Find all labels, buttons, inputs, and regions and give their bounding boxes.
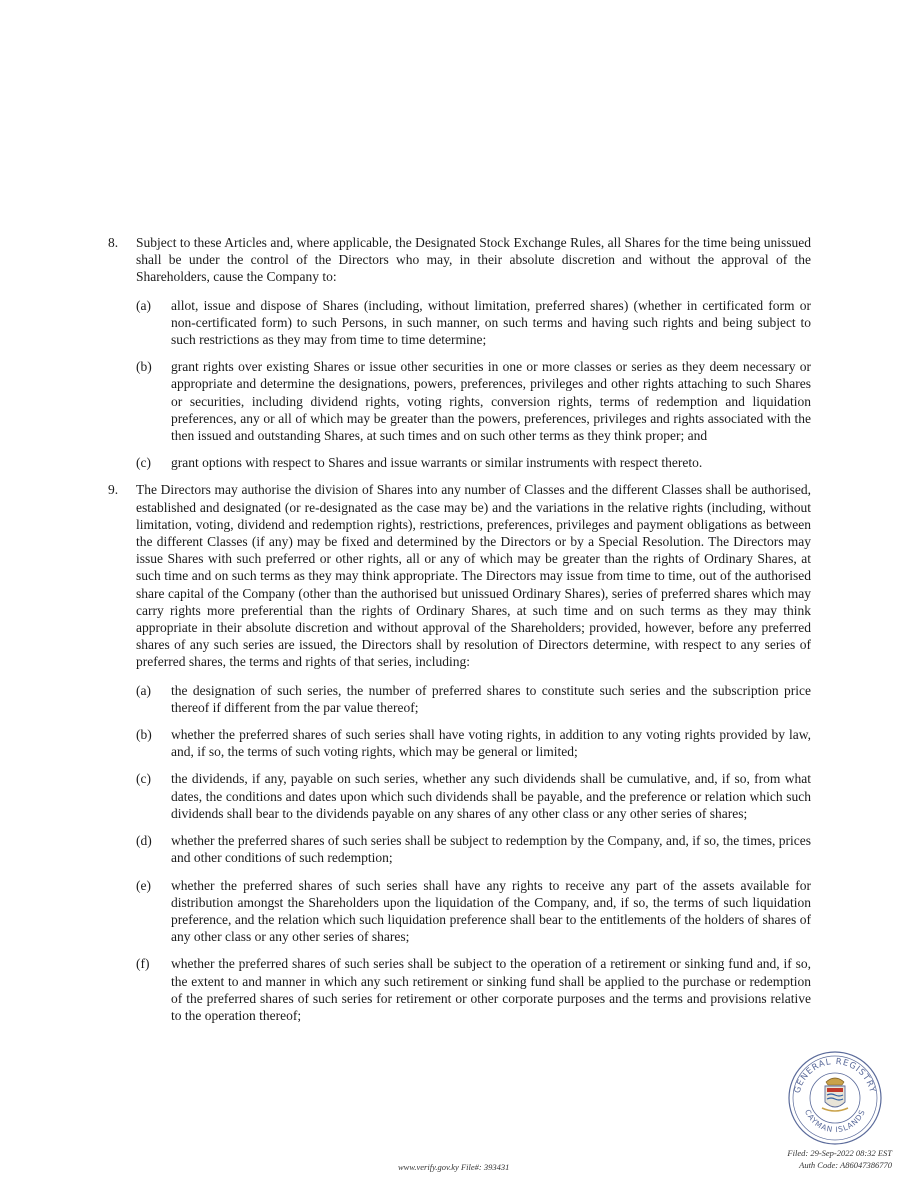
item-label: (b) <box>136 359 152 375</box>
seal-bottom-text: CAYMAN ISLANDS <box>802 1107 868 1135</box>
article-9-item-d <box>108 832 811 866</box>
article-8-text: Subject to these Articles and, where applicable, the Designated Stock Exchange Rules, all Shares for the time being unissued shall be under the control of the Directors who may, in their absolute discretion and without the approval of the Shareholders, cause the Company to: <box>136 235 811 285</box>
document-body <box>108 234 811 1034</box>
seal-top-text: GENERAL REGISTRY <box>792 1056 878 1095</box>
item-label: (f) <box>136 956 150 972</box>
item-text: whether the preferred shares of such series shall have voting rights, in addition to any voting rights provided by law, and, if so, the terms of such voting rights, which may be general or limited; <box>171 727 811 760</box>
item-text: grant options with respect to Shares and issue warrants or similar instruments with respect thereto. <box>171 455 703 471</box>
article-9-item-f <box>108 955 811 1024</box>
item-text: the dividends, if any, payable on such series, whether any such dividends shall be cumulative, and, if so, from what dates, the conditions and dates upon which such dividends shall be payable, and the preference or relation which such dividends shall bear to the dividends payable on any shares of any other class or any other series of shares; <box>171 771 811 821</box>
article-9-item-c <box>108 770 811 822</box>
article-9-text: The Directors may authorise the division of Shares into any number of Classes and the different Classes shall be authorised, established and designated (or re-designated as the case may be) and the variations in the relative rights (including, without limitation, voting, dividend and redemption rights), restrictions, preferences, privileges and payment obligations as between the different Classes (if any) may be fixed and determined by the Directors or by a Special Resolution. The Directors may issue Shares with such preferred or other rights, all or any of which may be greater than the rights of Ordinary Shares, at such time and on such terms as they may think appropriate. The Directors may issue from time to time, out of the authorised share capital of the Company (other than the authorised but unissued Ordinary Shares), series of preferred shares which may carry rights more preferential than the rights of Ordinary Shares, at such time and on such terms as they may think appropriate in their absolute discretion and without approval of the Shareholders; provided, however, before any preferred shares of any such series are issued, the Directors shall by resolution of Directors determine, with respect to any series of preferred shares, the terms and rights of that series, including: <box>136 482 811 670</box>
item-label: (a) <box>136 297 151 313</box>
item-text: grant rights over existing Shares or issue other securities in one or more classes or series as they deem necessary or appropriate and determine the designations, powers, preferences, privileges and other rights attaching to such Shares or securities, including dividend rights, voting rights, conversion rights, terms of redemption and liquidation preferences, any or all of which may be greater than the powers, preferences, privileges and rights associated with the then issued and outstanding Shares, at such times and on such other terms as they think proper; and <box>171 359 811 444</box>
article-9-item-b <box>108 726 811 760</box>
filing-info <box>766 1147 892 1171</box>
general-registry-seal <box>782 1050 888 1146</box>
article-8 <box>108 234 811 286</box>
article-9-item-e <box>108 877 811 946</box>
coat-of-arms-icon <box>822 1078 848 1111</box>
article-8-item-c <box>108 454 811 471</box>
item-text: whether the preferred shares of such series shall be subject to redemption by the Company, and, if so, the times, prices and other conditions of such redemption; <box>171 833 811 866</box>
item-text: allot, issue and dispose of Shares (including, without limitation, preferred shares) (whether in certificated form or non-certificated form) to such Persons, in such manner, on such terms and having such rights and being subject to such restrictions as they may from time to time determine; <box>171 297 811 348</box>
article-9-number: 9. <box>108 482 119 498</box>
filed-timestamp: Filed: 29-Sep-2022 08:32 EST <box>787 1148 892 1158</box>
item-label: (c) <box>136 771 151 787</box>
article-8-item-a <box>108 297 811 349</box>
item-text: whether the preferred shares of such series shall be subject to the operation of a retirement or sinking fund and, if so, the extent to and manner in which any such retirement or sinking fund shall be applied to the purchase or redemption of the preferred shares of such series for retirement or other corporate purposes and the terms and provisions relative to the operation thereof; <box>171 956 811 1023</box>
item-label: (e) <box>136 877 151 893</box>
article-9 <box>108 481 811 670</box>
article-8-item-b <box>108 358 811 444</box>
article-8-number: 8. <box>108 235 119 250</box>
item-label: (b) <box>136 727 152 743</box>
item-text: the designation of such series, the number of preferred shares to constitute such series and the subscription price thereof if different from the par value thereof; <box>171 682 811 715</box>
item-label: (a) <box>136 682 151 698</box>
item-text: whether the preferred shares of such series shall have any rights to receive any part of the assets available for distribution amongst the Shareholders upon the liquidation of the Company, and, if so, the terms of such liquidation preference, and the relation which such liquidation preference shall bear to the entitlements of the holders of shares of any other class or any other series of shares; <box>171 877 811 945</box>
verify-file-reference: www.verify.gov.ky File#: 393431 <box>398 1162 510 1172</box>
article-9-item-a <box>108 682 811 716</box>
item-label: (d) <box>136 833 152 849</box>
svg-text:CAYMAN ISLANDS <box>803 1108 867 1134</box>
item-label: (c) <box>136 455 151 471</box>
auth-code: Auth Code: A86047386770 <box>799 1160 892 1170</box>
